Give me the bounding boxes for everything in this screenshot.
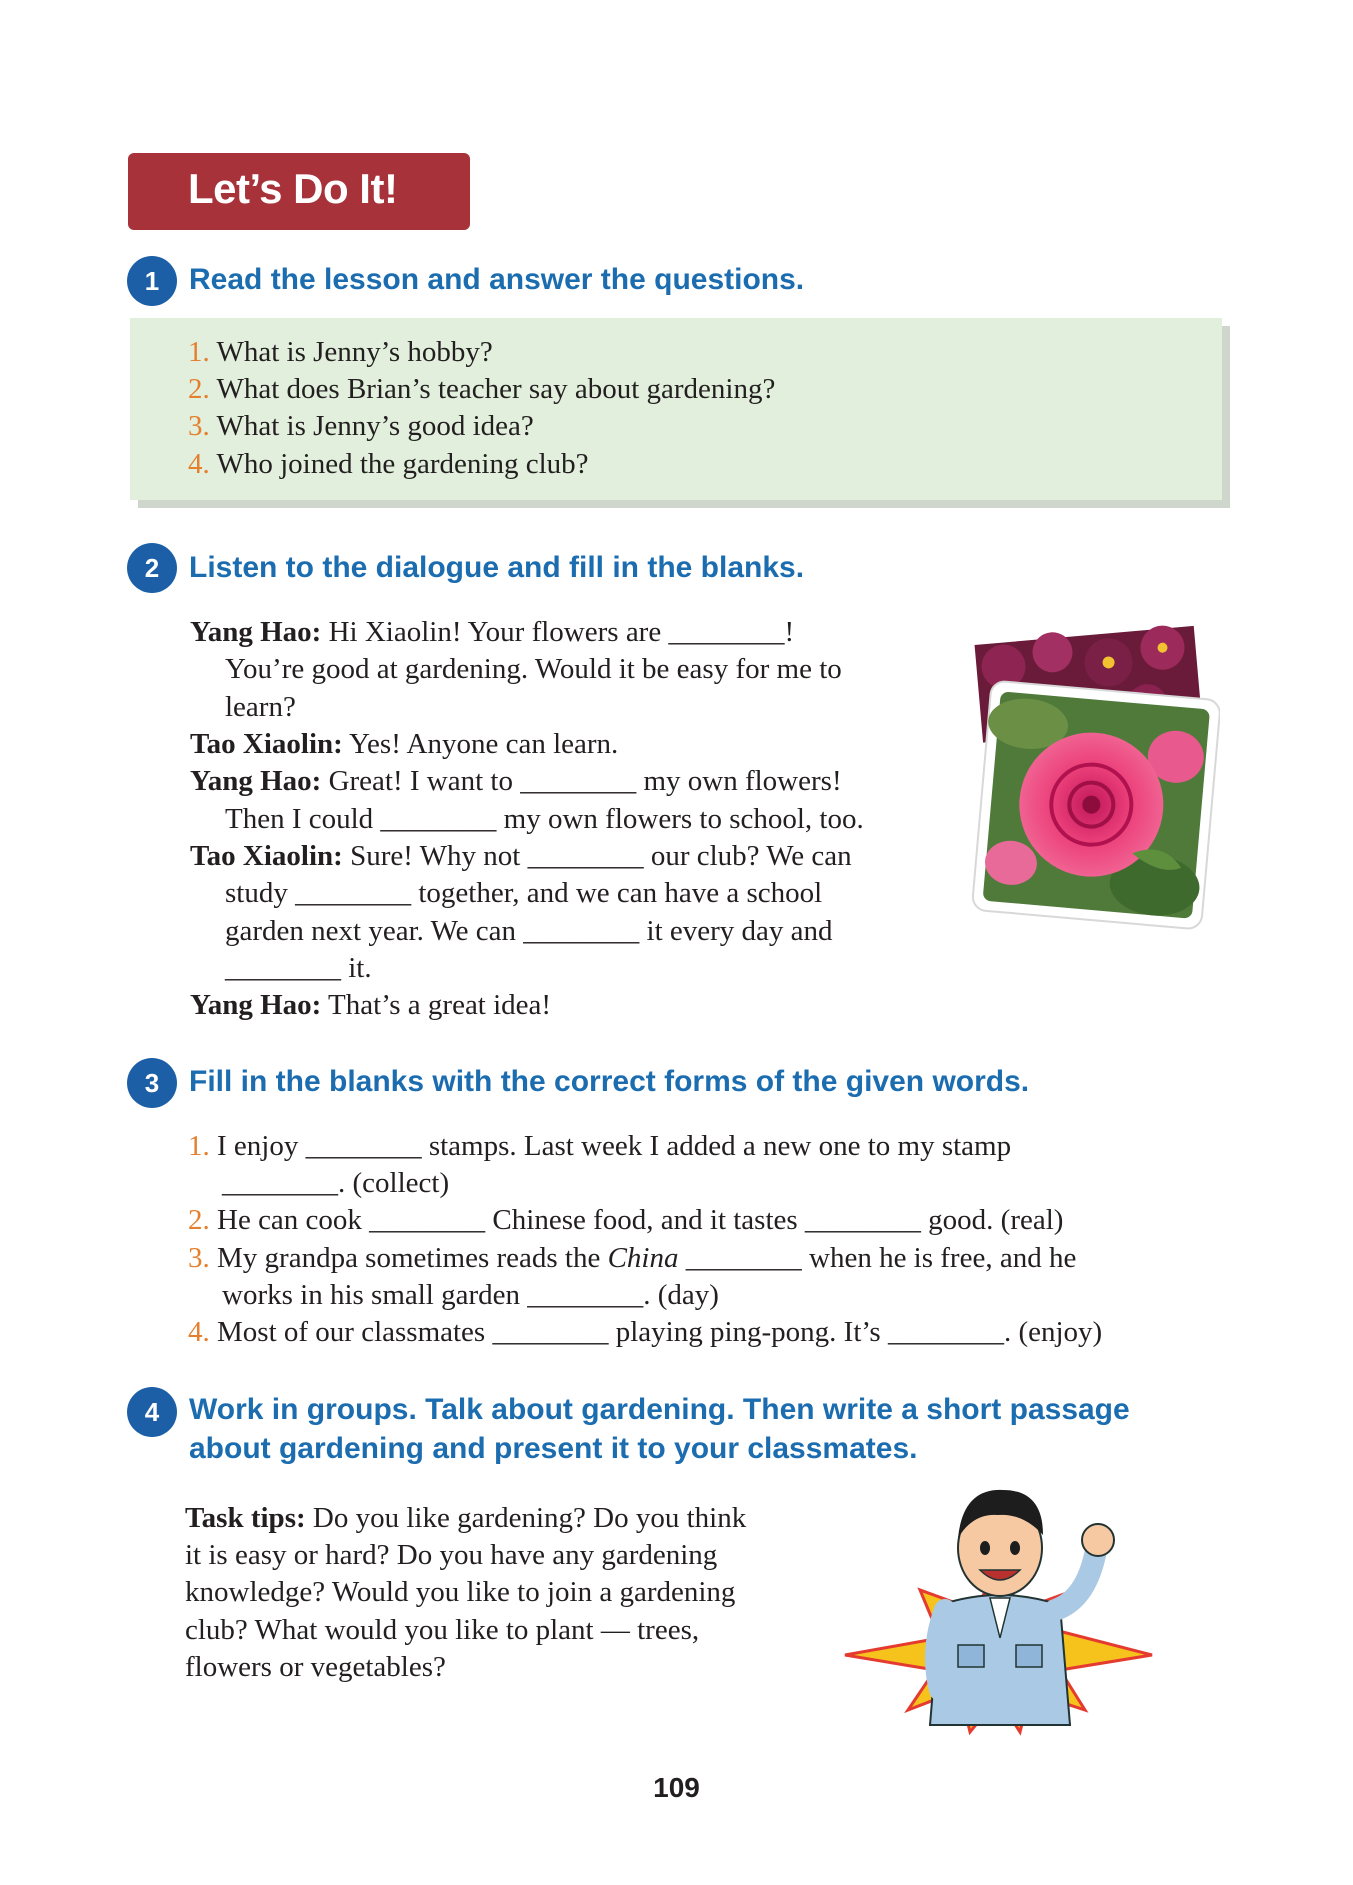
question-1: 1. What is Jenny’s hobby?	[188, 336, 493, 368]
task-tips-line: Task tips: Do you like gardening? Do you think	[185, 1502, 747, 1534]
section-1-heading: Read the lesson and answer the questions.	[189, 263, 805, 296]
exercise-line-1b: ________. (collect)	[222, 1167, 450, 1199]
dialogue-line: study ________ together, and we can have a school	[225, 877, 823, 909]
task-tips-line: it is easy or hard? Do you have any gardening	[185, 1539, 718, 1571]
section-3-number: 3	[127, 1058, 177, 1108]
page-number: 109	[653, 1772, 700, 1803]
exercise-line-3b: works in his small garden ________. (day)	[222, 1279, 719, 1311]
banner-title: Let’s Do It!	[188, 165, 398, 212]
rose-photo	[972, 680, 1220, 929]
dialogue-line: Tao Xiaolin: Sure! Why not ________ our club? We can	[190, 840, 852, 872]
exercise-line-3: 3. My grandpa sometimes reads the China ________ when he is free, and he	[188, 1242, 1077, 1274]
section-2-number: 2	[127, 543, 177, 593]
section-4-number: 4	[127, 1387, 177, 1437]
flower-photos	[960, 620, 1220, 940]
question-3: 3. What is Jenny’s good idea?	[188, 410, 534, 442]
exercise-line-2: 2. He can cook ________ Chinese food, and it tastes ________ good. (real)	[188, 1204, 1064, 1236]
task-tips-line: club? What would you like to plant — trees,	[185, 1614, 700, 1646]
dialogue-line: Then I could ________ my own flowers to school, too.	[225, 803, 864, 835]
exercise-line-1: 1. I enjoy ________ stamps. Last week I added a new one to my stamp	[188, 1130, 1012, 1162]
section-2-heading: Listen to the dialogue and fill in the blanks.	[189, 551, 805, 584]
dialogue-line: Yang Hao: Hi Xiaolin! Your flowers are ________!	[190, 616, 795, 648]
dialogue-line: Yang Hao: That’s a great idea!	[190, 989, 552, 1021]
dialogue-line: Yang Hao: Great! I want to ________ my own flowers!	[190, 765, 842, 797]
dialogue-line: Tao Xiaolin: Yes! Anyone can learn.	[190, 728, 619, 760]
section-4-heading-line-2: about gardening and present it to your classmates.	[189, 1432, 918, 1465]
dialogue-line: You’re good at gardening. Would it be easy for me to	[225, 653, 842, 685]
section-4-heading-line-1: Work in groups. Talk about gardening. Then write a short passage	[189, 1393, 1130, 1426]
task-tips-line: flowers or vegetables?	[185, 1651, 446, 1683]
section-banner	[128, 153, 470, 230]
section-3-heading: Fill in the blanks with the correct forms of the given words.	[189, 1065, 1030, 1098]
question-2: 2. What does Brian’s teacher say about gardening?	[188, 373, 776, 405]
dialogue-line: garden next year. We can ________ it every day and	[225, 915, 833, 947]
question-4: 4. Who joined the gardening club?	[188, 448, 589, 480]
dialogue-line: ________ it.	[225, 952, 372, 984]
section-1-number: 1	[127, 256, 177, 306]
boy-waving-illustration	[840, 1470, 1160, 1740]
dialogue-line: learn?	[225, 691, 296, 723]
task-tips-line: knowledge? Would you like to join a gardening	[185, 1576, 736, 1608]
exercise-line-4: 4. Most of our classmates ________ playing ping-pong. It’s ________. (enjoy)	[188, 1316, 1103, 1348]
